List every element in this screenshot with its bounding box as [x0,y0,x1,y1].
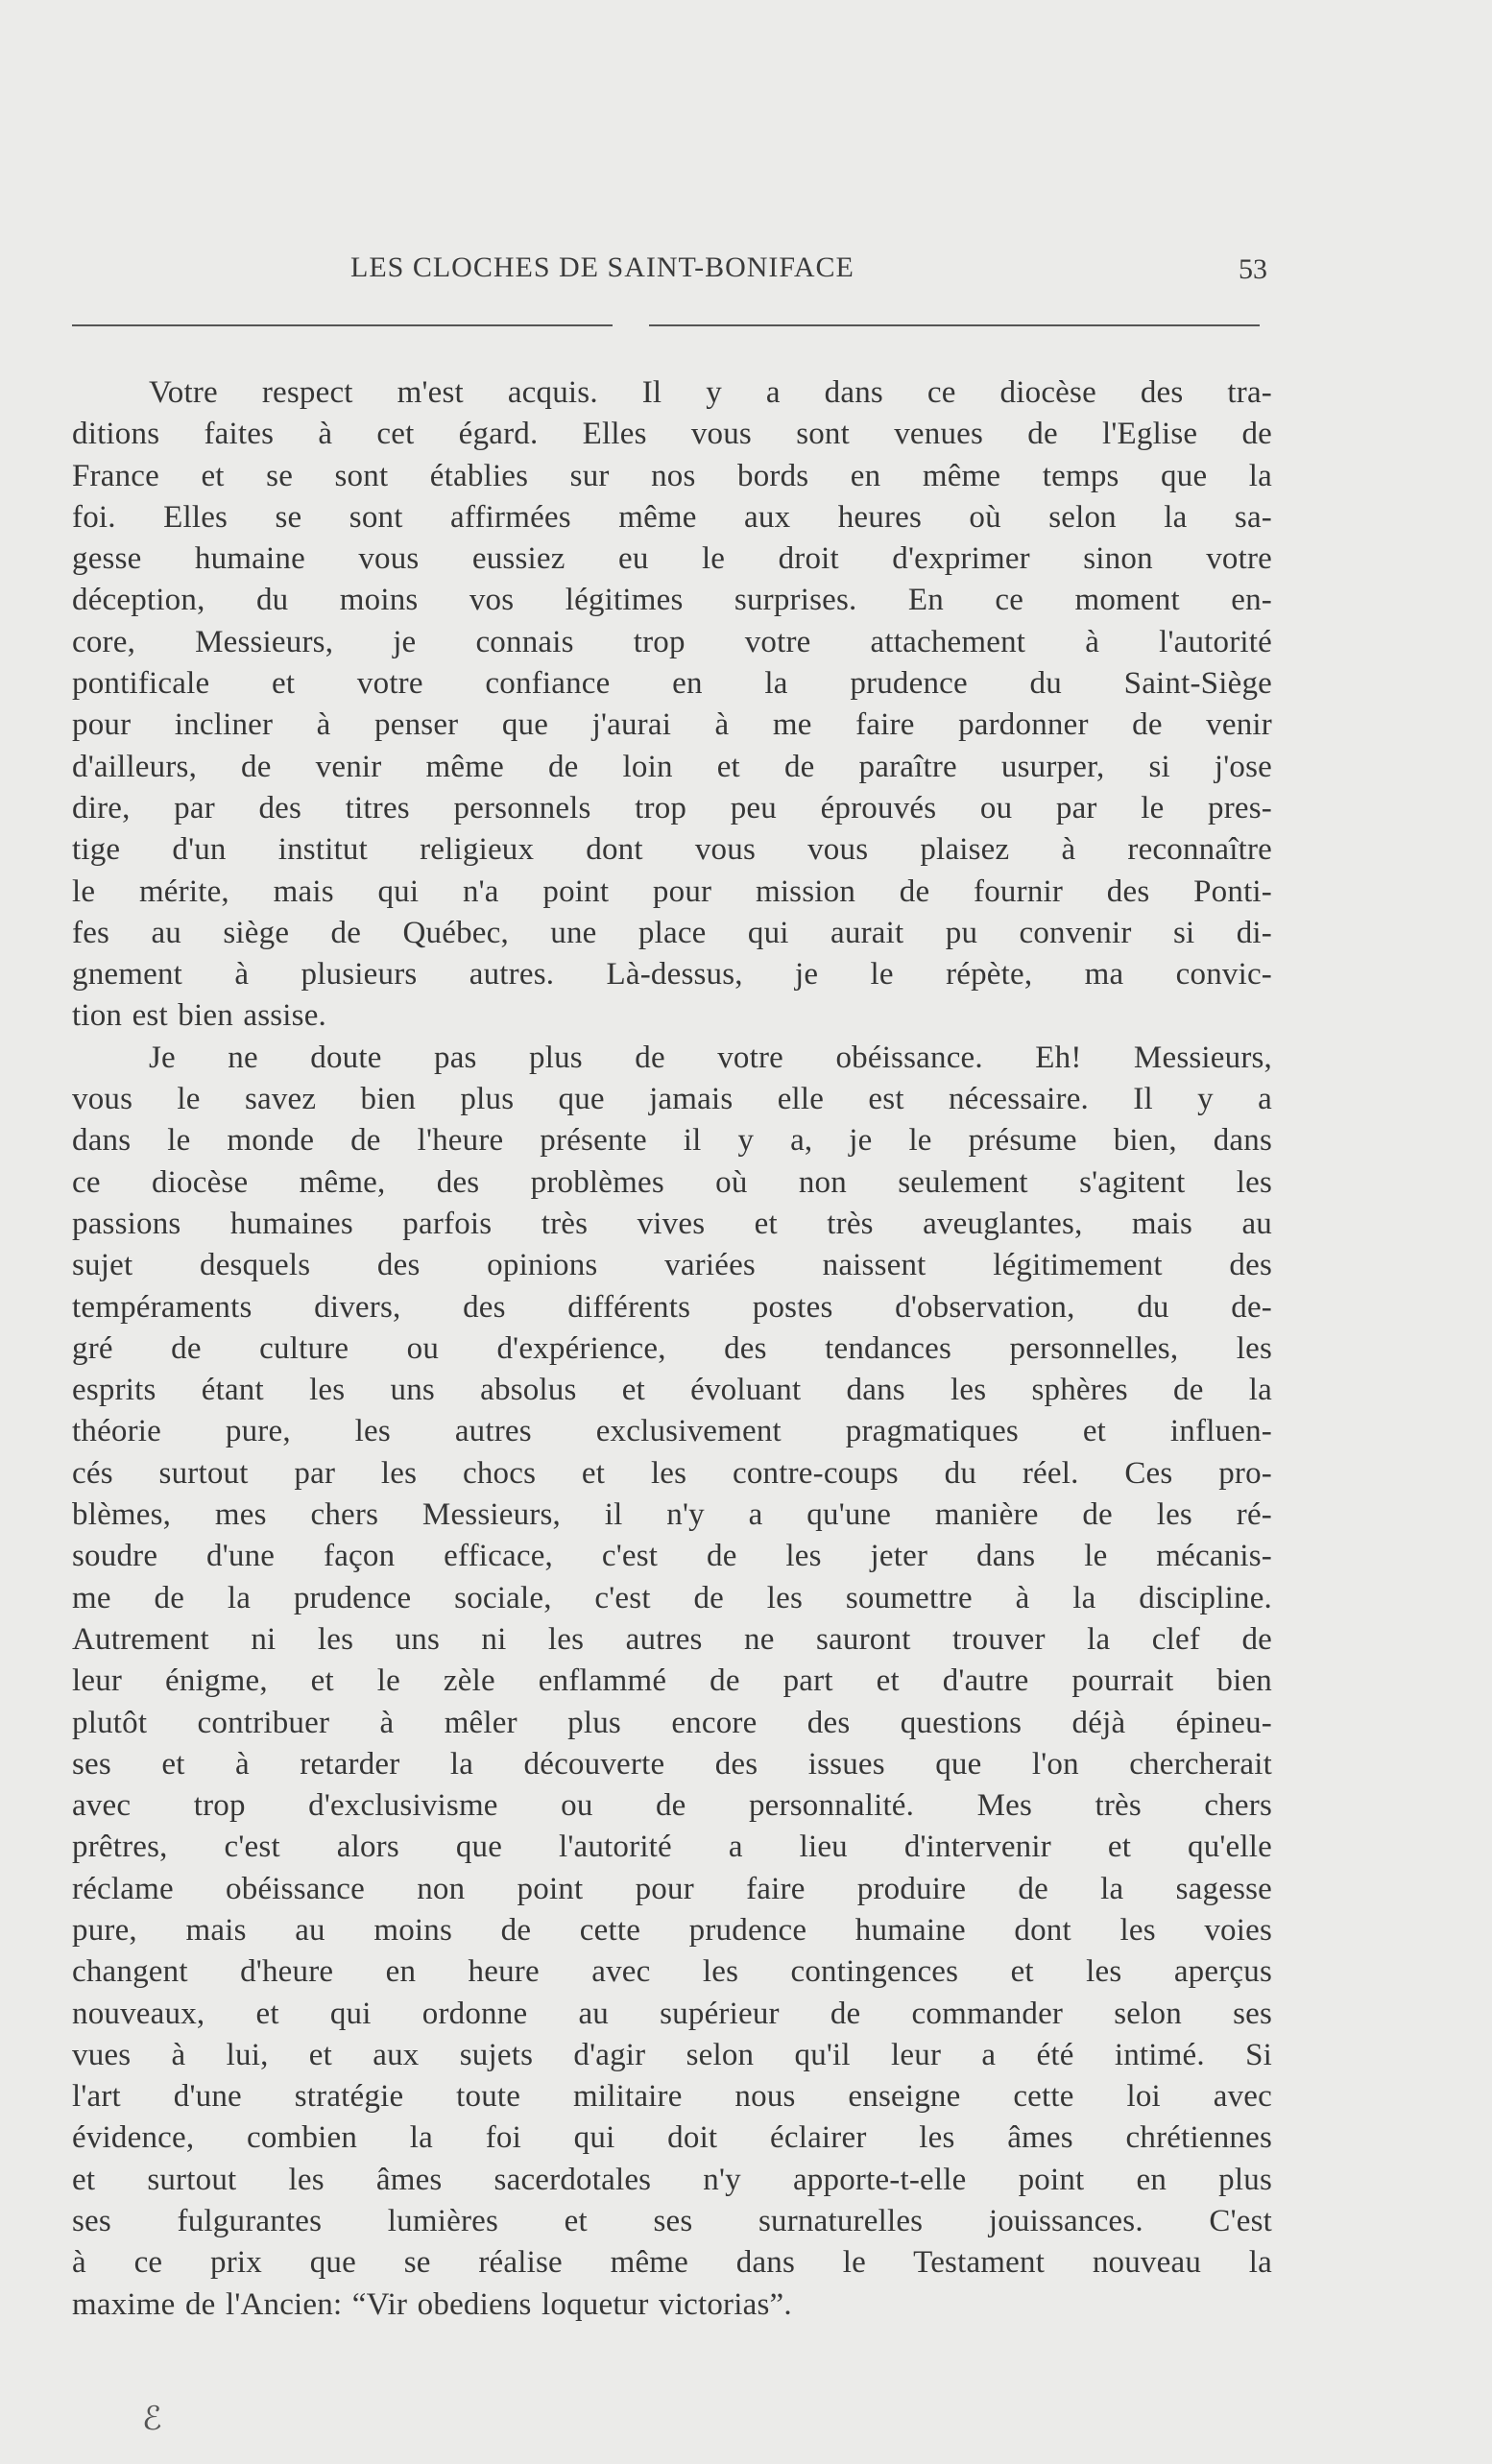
text-line: l'art d'une stratégie toute militaire nous enseigne cette loi avec [72,2079,1272,2115]
text-line: pour incliner à penser que j'aurai à me faire pardonner de venir [72,707,1272,743]
text-line: esprits étant les uns absolus et évoluant dans les sphères de la [72,1373,1272,1408]
text-line: dire, par des titres personnels trop peu éprouvés ou par le pres- [72,790,1272,825]
text-line: maxime de l'Ancien: “Vir obediens loquetur victorias”. [72,2286,792,2322]
text-line: tige d'un institut religieux dont vous vous plaisez à reconnaître [72,832,1272,868]
text-line: soudre d'une façon efficace, c'est de les jeter dans le mécanis- [72,1539,1272,1574]
text-line: France et se sont établies sur nos bords en même temps que la [72,458,1272,493]
text-line: Autrement ni les uns ni les autres ne sauront trouver la clef de [72,1621,1272,1657]
text-line: déception, du moins vos légitimes surprises. En ce moment en- [72,583,1272,618]
text-line: pontificale et votre confiance en la prudence du Saint-Siège [72,666,1272,702]
text-line: Je ne doute pas plus de votre obéissance. Eh! Messieurs, [149,1040,1272,1075]
text-line: dans le monde de l'heure présente il y a, je le présume bien, dans [72,1123,1272,1159]
text-line: le mérite, mais qui n'a point pour mission de fournir des Ponti- [72,873,1272,909]
text-line: fes au siège de Québec, une place qui aurait pu convenir si di- [72,915,1272,950]
text-line: changent d'heure en heure avec les contingences et les aperçus [72,1954,1272,1990]
text-line: ce diocèse même, des problèmes où non seulement s'agitent les [72,1164,1272,1200]
text-line: théorie pure, les autres exclusivement pragmatiques et influen- [72,1414,1272,1449]
text-line: gesse humaine vous eussiez eu le droit d'exprimer sinon votre [72,541,1272,577]
text-line: Votre respect m'est acquis. Il y a dans ce diocèse des tra- [149,375,1272,410]
text-line: tion est bien assise. [72,998,326,1034]
text-line: à ce prix que se réalise même dans le Testament nouveau la [72,2245,1272,2281]
text-line: passions humaines parfois très vives et très aveuglantes, mais au [72,1206,1272,1241]
text-line: nouveaux, et qui ordonne au supérieur de commander selon ses [72,1996,1272,2031]
text-line: d'ailleurs, de venir même de loin et de paraître usurper, si j'ose [72,749,1272,784]
text-line: prêtres, c'est alors que l'autorité a lieu d'intervenir et qu'elle [72,1830,1272,1865]
text-line: réclame obéissance non point pour faire produire de la sagesse [72,1871,1272,1906]
page-number: 53 [1239,253,1267,285]
body-text [72,372,1272,2326]
text-line: et surtout les âmes sacerdotales n'y apporte-t-elle point en plus [72,2162,1272,2197]
text-line: blèmes, mes chers Messieurs, il n'y a qu'une manière de les ré- [72,1497,1272,1533]
text-line: ditions faites à cet égard. Elles vous sont venues de l'Eglise de [72,417,1272,452]
text-line: vous le savez bien plus que jamais elle est nécessaire. Il y a [72,1082,1272,1117]
text-line: tempéraments divers, des différents postes d'observation, du de- [72,1289,1272,1325]
text-line: ses et à retarder la découverte des issues que l'on chercherait [72,1746,1272,1782]
header-rule-right [649,324,1260,326]
text-line: ses fulgurantes lumières et ses surnaturelles jouissances. C'est [72,2204,1272,2239]
text-line: sujet desquels des opinions variées naissent légitimement des [72,1248,1272,1283]
text-line: gré de culture ou d'expérience, des tendances personnelles, les [72,1330,1272,1366]
running-title: LES CLOCHES DE SAINT-BONIFACE [350,251,854,283]
text-line: cés surtout par les chocs et les contre-coups du réel. Ces pro- [72,1455,1272,1491]
text-line: évidence, combien la foi qui doit éclairer les âmes chrétiennes [72,2120,1272,2156]
text-line: vues à lui, et aux sujets d'agir selon qu'il leur a été intimé. Si [72,2037,1272,2072]
text-line: gnement à plusieurs autres. Là-dessus, je le répète, ma convic- [72,957,1272,993]
text-line: leur énigme, et le zèle enflammé de part et d'autre pourrait bien [72,1663,1272,1699]
text-line: me de la prudence sociale, c'est de les soumettre à la discipline. [72,1580,1272,1615]
signature-mark: ℰ [142,2402,162,2437]
header-rule-left [72,324,613,326]
text-line: foi. Elles se sont affirmées même aux heures où selon la sa- [72,499,1272,535]
text-line: avec trop d'exclusivisme ou de personnalité. Mes très chers [72,1788,1272,1824]
text-line: pure, mais au moins de cette prudence humaine dont les voies [72,1912,1272,1948]
running-head [72,251,1267,290]
text-line: core, Messieurs, je connais trop votre attachement à l'autorité [72,624,1272,659]
text-line: plutôt contribuer à mêler plus encore des questions déjà épineu- [72,1705,1272,1740]
